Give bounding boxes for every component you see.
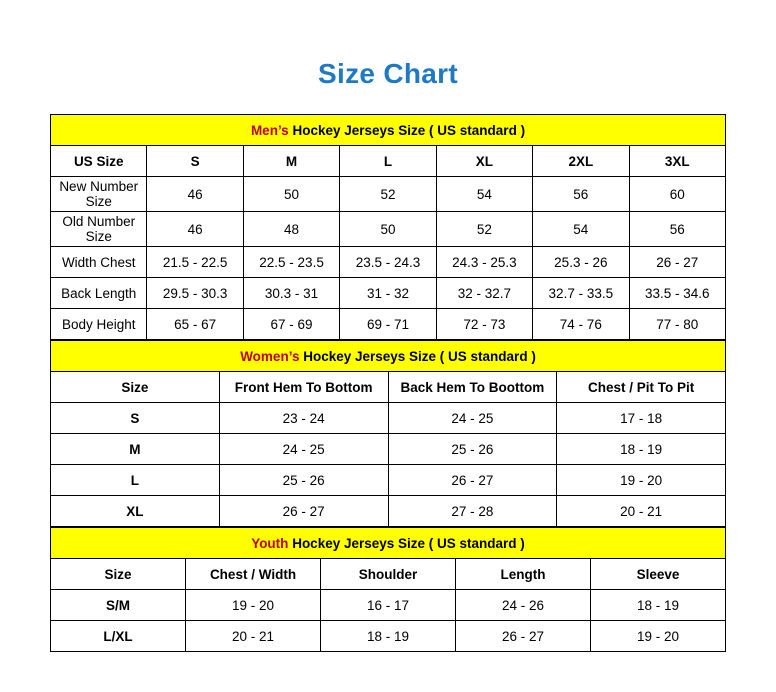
mens-cell: 72 - 73: [436, 309, 532, 340]
mens-row-label: New Number Size: [51, 177, 147, 212]
mens-cell: 22.5 - 23.5: [243, 247, 339, 278]
womens-band-title: [51, 341, 726, 372]
mens-row-label: Old Number Size: [51, 212, 147, 247]
mens-cell: 52: [436, 212, 532, 247]
youth-header-cell: Chest / Width: [186, 559, 321, 590]
womens-cell: 25 - 26: [219, 465, 388, 496]
womens-header-cell: Front Hem To Bottom: [219, 372, 388, 403]
youth-cell: 19 - 20: [591, 621, 726, 652]
mens-header-cell: L: [340, 146, 436, 177]
mens-cell: 60: [629, 177, 725, 212]
mens-cell: 33.5 - 34.6: [629, 278, 725, 309]
womens-cell: 20 - 21: [557, 496, 726, 527]
youth-header-cell: Length: [456, 559, 591, 590]
table-band-row: [51, 115, 726, 146]
mens-cell: 31 - 32: [340, 278, 436, 309]
womens-cell: 25 - 26: [388, 434, 557, 465]
womens-header-cell: Chest / Pit To Pit: [557, 372, 726, 403]
youth-cell: 16 - 17: [321, 590, 456, 621]
youth-cell: 20 - 21: [186, 621, 321, 652]
youth-band-rest: Hockey Jerseys Size ( US standard ): [288, 535, 525, 551]
table-band-row: [51, 528, 726, 559]
mens-cell: 46: [147, 177, 243, 212]
mens-cell: 21.5 - 22.5: [147, 247, 243, 278]
table-row: [51, 177, 726, 212]
youth-band-title: [51, 528, 726, 559]
womens-header-cell: Size: [51, 372, 220, 403]
youth-cell: 26 - 27: [456, 621, 591, 652]
table-row: [51, 496, 726, 527]
mens-size-table: [50, 114, 726, 340]
womens-cell: 19 - 20: [557, 465, 726, 496]
mens-row-label: Width Chest: [51, 247, 147, 278]
youth-band-accent: Youth: [251, 535, 289, 551]
mens-cell: 77 - 80: [629, 309, 725, 340]
youth-header-cell: Sleeve: [591, 559, 726, 590]
mens-row-label: Body Height: [51, 309, 147, 340]
mens-header-cell: S: [147, 146, 243, 177]
mens-band-rest: Hockey Jerseys Size ( US standard ): [288, 122, 526, 138]
mens-cell: 46: [147, 212, 243, 247]
mens-cell: 67 - 69: [243, 309, 339, 340]
womens-cell: 24 - 25: [388, 403, 557, 434]
womens-row-label: M: [51, 434, 220, 465]
youth-header-cell: Size: [51, 559, 186, 590]
mens-cell: 29.5 - 30.3: [147, 278, 243, 309]
womens-cell: 26 - 27: [388, 465, 557, 496]
table-row: [51, 403, 726, 434]
table-header-row: [51, 559, 726, 590]
mens-cell: 24.3 - 25.3: [436, 247, 532, 278]
womens-cell: 23 - 24: [219, 403, 388, 434]
youth-size-table: [50, 527, 726, 652]
youth-cell: 18 - 19: [591, 590, 726, 621]
womens-row-label: S: [51, 403, 220, 434]
mens-cell: 48: [243, 212, 339, 247]
womens-cell: 17 - 18: [557, 403, 726, 434]
youth-cell: 18 - 19: [321, 621, 456, 652]
youth-cell: 19 - 20: [186, 590, 321, 621]
womens-cell: 18 - 19: [557, 434, 726, 465]
mens-band-accent: Men’s: [250, 122, 289, 138]
mens-header-cell: 2XL: [533, 146, 629, 177]
table-band-row: [51, 341, 726, 372]
womens-row-label: XL: [51, 496, 220, 527]
size-chart-container: [50, 114, 726, 652]
table-row: [51, 434, 726, 465]
womens-cell: 24 - 25: [219, 434, 388, 465]
womens-band-rest: Hockey Jerseys Size ( US standard ): [299, 348, 536, 364]
mens-cell: 30.3 - 31: [243, 278, 339, 309]
page-title: Size Chart: [318, 58, 458, 89]
mens-cell: 32 - 32.7: [436, 278, 532, 309]
table-row: [51, 247, 726, 278]
womens-header-cell: Back Hem To Boottom: [388, 372, 557, 403]
table-row: [51, 621, 726, 652]
mens-header-cell: 3XL: [629, 146, 725, 177]
youth-cell: 24 - 26: [456, 590, 591, 621]
table-row: [51, 309, 726, 340]
womens-cell: 27 - 28: [388, 496, 557, 527]
mens-cell: 54: [436, 177, 532, 212]
womens-size-table: [50, 340, 726, 527]
womens-row-label: L: [51, 465, 220, 496]
mens-header-cell: M: [243, 146, 339, 177]
table-header-row: [51, 372, 726, 403]
mens-cell: 23.5 - 24.3: [340, 247, 436, 278]
mens-cell: 69 - 71: [340, 309, 436, 340]
mens-cell: 50: [340, 212, 436, 247]
table-header-row: [51, 146, 726, 177]
youth-row-label: L/XL: [51, 621, 186, 652]
table-row: [51, 590, 726, 621]
mens-cell: 74 - 76: [533, 309, 629, 340]
mens-cell: 26 - 27: [629, 247, 725, 278]
mens-cell: 50: [243, 177, 339, 212]
mens-row-label: Back Length: [51, 278, 147, 309]
mens-cell: 65 - 67: [147, 309, 243, 340]
table-row: [51, 278, 726, 309]
mens-cell: 25.3 - 26: [533, 247, 629, 278]
table-row: [51, 465, 726, 496]
mens-header-cell: US Size: [51, 146, 147, 177]
mens-cell: 56: [629, 212, 725, 247]
mens-cell: 54: [533, 212, 629, 247]
womens-band-accent: Women’s: [240, 348, 300, 364]
table-row: [51, 212, 726, 247]
youth-row-label: S/M: [51, 590, 186, 621]
mens-cell: 52: [340, 177, 436, 212]
youth-header-cell: Shoulder: [321, 559, 456, 590]
mens-cell: 56: [533, 177, 629, 212]
mens-header-cell: XL: [436, 146, 532, 177]
mens-band-title: [51, 115, 726, 146]
womens-cell: 26 - 27: [219, 496, 388, 527]
mens-cell: 32.7 - 33.5: [533, 278, 629, 309]
